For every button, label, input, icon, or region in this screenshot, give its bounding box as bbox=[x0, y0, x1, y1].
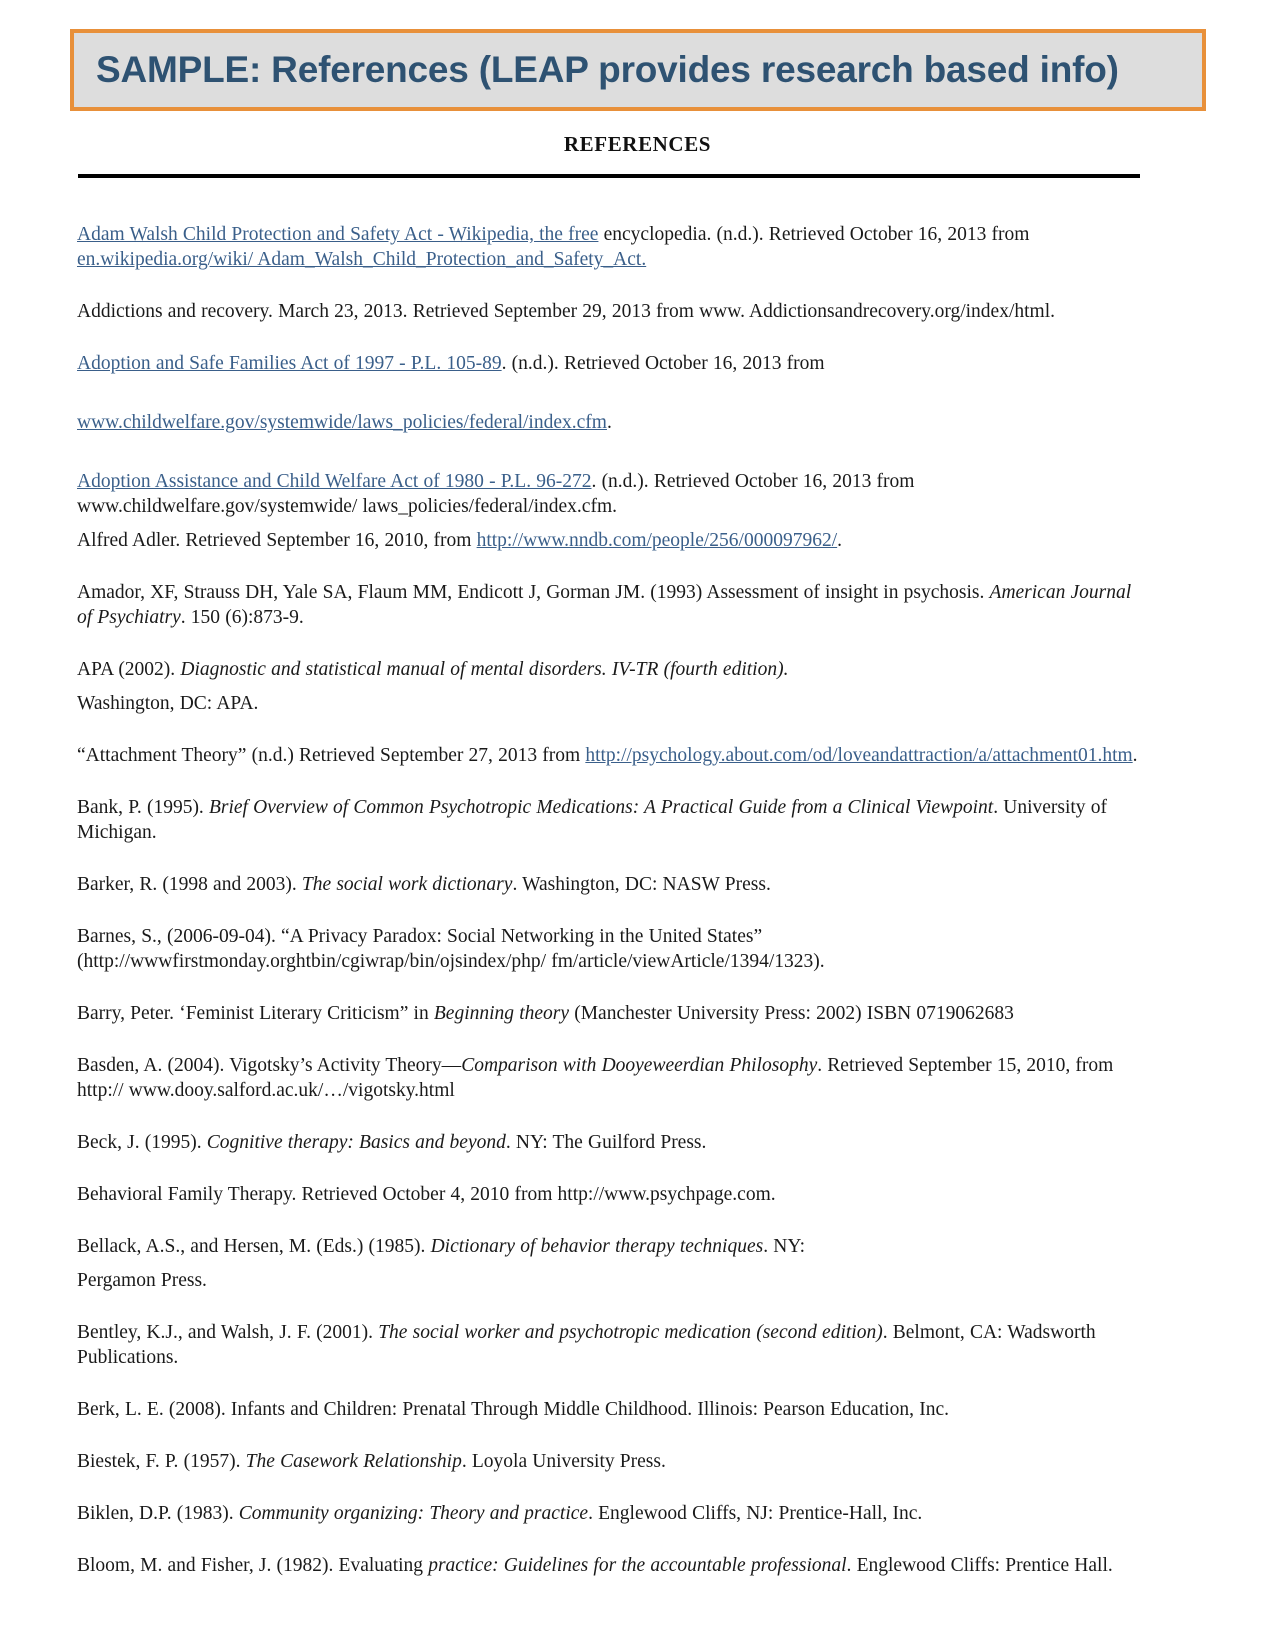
reference-link[interactable]: Adoption Assistance and Child Welfare Act of 1980 - P.L. 96-272 bbox=[77, 471, 592, 492]
reference-link[interactable]: Adoption and Safe Families Act of 1997 - P.L. 105-89 bbox=[77, 353, 502, 374]
reference-entry bbox=[77, 1553, 1142, 1578]
reference-text: Barry, Peter. ‘Feminist Literary Criticism” in bbox=[77, 1003, 434, 1024]
reference-entry bbox=[77, 580, 1142, 630]
reference-text: Bloom, M. and Fisher, J. (1982). Evaluating bbox=[77, 1555, 429, 1576]
reference-title-italic: Brief Overview of Common Psychotropic Medications: A Practical Guide from a Clinical Viewpoint bbox=[208, 797, 994, 818]
reference-link[interactable]: Adam Walsh Child Protection and Safety Act - Wikipedia, the free bbox=[77, 224, 599, 245]
reference-entry bbox=[77, 222, 1142, 272]
references-heading: REFERENCES bbox=[563, 132, 712, 156]
reference-title-italic: The Casework Relationship bbox=[245, 1451, 462, 1472]
reference-entry bbox=[77, 1001, 1142, 1026]
reference-text: . Retrieved September 15, 2010, from http:// www.dooy.salford.ac.uk/…/vigotsky.html bbox=[77, 1055, 1114, 1101]
reference-text: . bbox=[606, 412, 612, 433]
reference-text: . 150 (6):873-9. bbox=[180, 607, 304, 628]
slide-title-banner bbox=[70, 29, 1206, 111]
reference-entry bbox=[77, 1501, 1142, 1526]
reference-entry bbox=[77, 1053, 1142, 1103]
references-list bbox=[77, 222, 1142, 1605]
reference-text: “Attachment Theory” (n.d.) Retrieved September 27, 2013 from bbox=[77, 745, 586, 766]
reference-text: Basden, A. (2004). Vigotsky’s Activity Theory— bbox=[77, 1055, 462, 1076]
reference-text: . (n.d.). Retrieved October 16, 2013 from bbox=[501, 353, 825, 374]
reference-entry bbox=[77, 299, 1142, 324]
reference-entry bbox=[77, 924, 1142, 974]
reference-title-italic: The social worker and psychotropic medication (second edition) bbox=[378, 1322, 883, 1343]
reference-title-italic: Diagnostic and statistical manual of mental disorders. IV-TR (fourth edition). bbox=[180, 659, 789, 680]
reference-text: Bellack, A.S., and Hersen, M. (Eds.) (1985). bbox=[77, 1236, 431, 1257]
reference-text: Washington, DC: APA. bbox=[77, 693, 259, 714]
reference-link[interactable]: en.wikipedia.org/wiki/ Adam_Walsh_Child_Protection_and_Safety_Act. bbox=[77, 249, 647, 270]
reference-entry bbox=[77, 743, 1142, 768]
reference-text: (Manchester University Press: 2002) ISBN 0719062683 bbox=[569, 1003, 1014, 1024]
reference-text: . (n.d.). Retrieved October 16, 2013 from www.childwelfare.gov/systemwide/ laws_policies/federal/index.cfm. bbox=[77, 471, 915, 517]
reference-text: Barker, R. (1998 and 2003). bbox=[77, 874, 302, 895]
reference-title-italic: The social work dictionary bbox=[301, 874, 513, 895]
reference-text: . bbox=[1132, 745, 1138, 766]
reference-entry bbox=[77, 795, 1142, 845]
reference-text: Barnes, S., (2006-09-04). “A Privacy Paradox: Social Networking in the United States” (http://wwwfirstmonday.orghtbin/cgiwrap/bin/ojsindex/php/ fm/article/viewArticle/1394/1323). bbox=[77, 926, 825, 972]
reference-text: . NY: bbox=[763, 1236, 806, 1257]
reference-title-italic: Cognitive therapy: Basics and beyond bbox=[206, 1132, 506, 1153]
reference-text: Bentley, K.J., and Walsh, J. F. (2001). bbox=[77, 1322, 379, 1343]
reference-text: . Loyola University Press. bbox=[461, 1451, 666, 1472]
reference-text: . Belmont, CA: Wadsworth Publications. bbox=[77, 1322, 1096, 1368]
reference-link[interactable]: http://www.nndb.com/people/256/000097962/ bbox=[476, 530, 838, 551]
reference-entry bbox=[77, 528, 1142, 553]
reference-text: Biklen, D.P. (1983). bbox=[77, 1503, 239, 1524]
reference-entry bbox=[77, 1130, 1142, 1155]
reference-text: Amador, XF, Strauss DH, Yale SA, Flaum MM, Endicott J, Gorman JM. (1993) Assessment of insight in psychosis. bbox=[77, 582, 990, 603]
reference-link[interactable]: www.childwelfare.gov/systemwide/laws_policies/federal/index.cfm bbox=[77, 412, 607, 433]
reference-entry bbox=[77, 1449, 1142, 1474]
reference-entry bbox=[77, 469, 1142, 519]
reference-link[interactable]: http://psychology.about.com/od/loveandattraction/a/attachment01.htm bbox=[585, 745, 1133, 766]
reference-text: . University of Michigan. bbox=[77, 797, 1107, 843]
heading-divider bbox=[78, 174, 1140, 178]
reference-title-italic: Community organizing: Theory and practice bbox=[238, 1503, 589, 1524]
reference-entry bbox=[77, 1320, 1142, 1370]
reference-entry bbox=[77, 872, 1142, 897]
reference-entry bbox=[77, 410, 1142, 435]
reference-text: . NY: The Guilford Press. bbox=[505, 1132, 707, 1153]
reference-entry bbox=[77, 1234, 1142, 1259]
reference-entry bbox=[77, 1397, 1142, 1422]
page-title: SAMPLE: References (LEAP provides research based info) bbox=[96, 49, 1119, 90]
reference-text: Addictions and recovery. March 23, 2013. Retrieved September 29, 2013 from www. Addictionsandrecovery.org/index/html. bbox=[77, 301, 1056, 322]
reference-text: APA (2002). bbox=[77, 659, 181, 680]
reference-text: Beck, J. (1995). bbox=[77, 1132, 207, 1153]
reference-text: Pergamon Press. bbox=[77, 1270, 207, 1291]
reference-entry bbox=[77, 351, 1142, 376]
reference-title-italic: American Journal of Psychiatry bbox=[77, 582, 1132, 628]
reference-text: . Englewood Cliffs: Prentice Hall. bbox=[846, 1555, 1113, 1576]
reference-entry bbox=[77, 1182, 1142, 1207]
reference-text: . Washington, DC: NASW Press. bbox=[512, 874, 771, 895]
reference-text: Behavioral Family Therapy. Retrieved October 4, 2010 from http://www.psychpage.com. bbox=[77, 1184, 776, 1205]
reference-entry bbox=[77, 1268, 1142, 1293]
reference-title-italic: Beginning theory bbox=[433, 1003, 570, 1024]
reference-entry bbox=[77, 691, 1142, 716]
reference-text: . bbox=[837, 530, 843, 551]
reference-entry bbox=[77, 657, 1142, 682]
reference-text: Berk, L. E. (2008). Infants and Children: Prenatal Through Middle Childhood. Illinois: Pearson Education, Inc. bbox=[77, 1399, 949, 1420]
reference-text: Bank, P. (1995). bbox=[77, 797, 209, 818]
reference-title-italic: Dictionary of behavior therapy techniques bbox=[430, 1236, 764, 1257]
reference-text: . Englewood Cliffs, NJ: Prentice-Hall, Inc. bbox=[588, 1503, 923, 1524]
reference-title-italic: practice: Guidelines for the accountable professional bbox=[428, 1555, 847, 1576]
reference-text: Alfred Adler. Retrieved September 16, 2010, from bbox=[77, 530, 477, 551]
reference-text: Biestek, F. P. (1957). bbox=[77, 1451, 246, 1472]
reference-title-italic: Comparison with Dooyeweerdian Philosophy bbox=[461, 1055, 818, 1076]
reference-text: encyclopedia. (n.d.). Retrieved October 16, 2013 from bbox=[598, 224, 1030, 245]
